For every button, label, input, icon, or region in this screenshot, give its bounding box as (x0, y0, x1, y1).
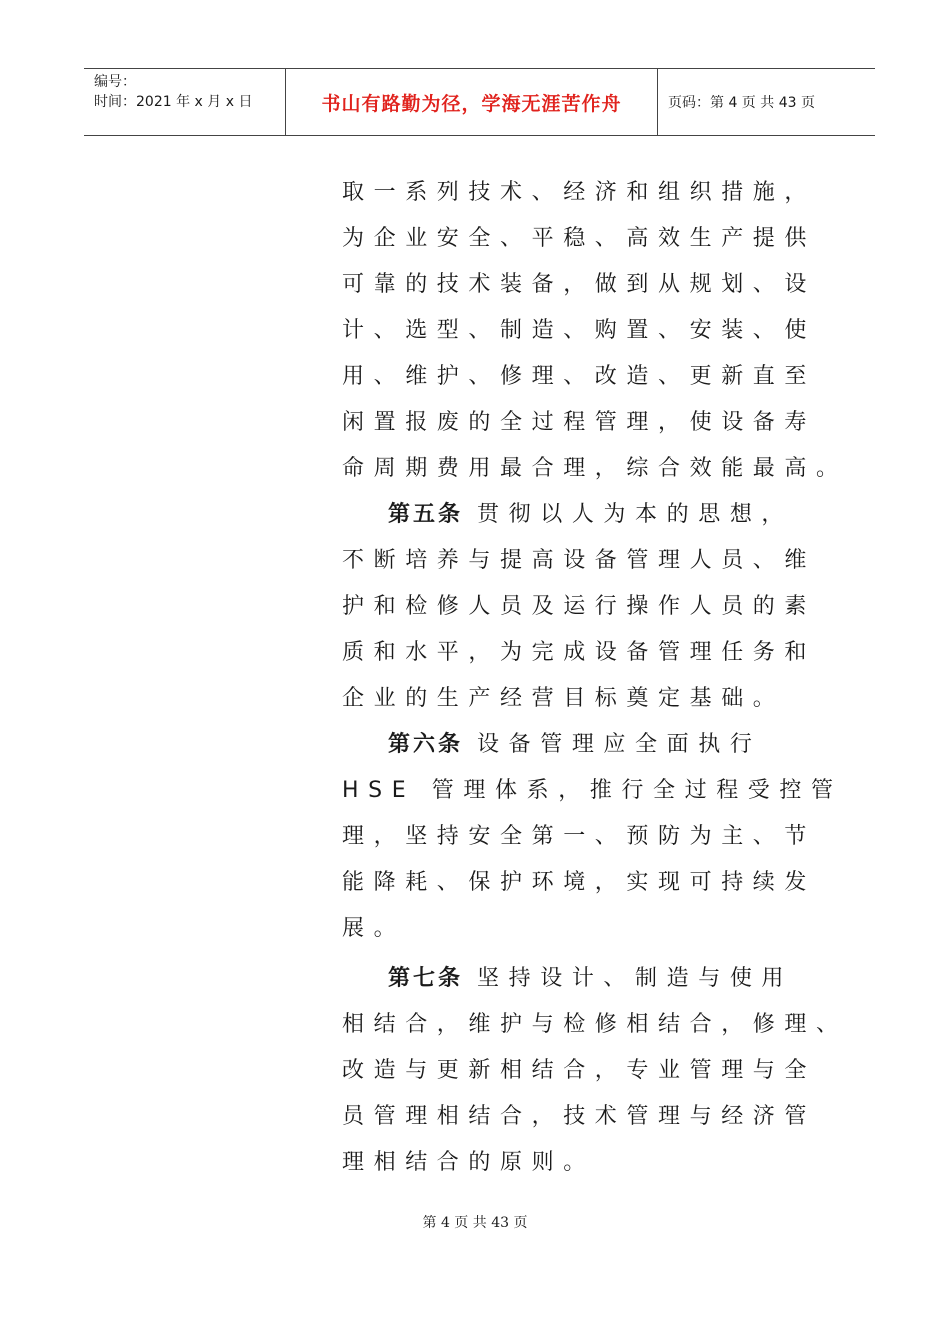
header-page-number: 页码：第 4 页 共 43 页 (668, 95, 815, 111)
body-line: 企业的生产经营目标奠定基础。 (342, 686, 785, 711)
header-page-cell (658, 69, 875, 135)
article-7-text: 坚持设计、制造与使用 (477, 966, 794, 991)
header-motto: 书山有路勤为径，学海无涯苦作舟 (321, 92, 622, 115)
header-motto-cell (286, 69, 658, 135)
page-header (84, 68, 875, 136)
document-time-label: 时间：2021 年 x 月 x 日 (94, 94, 253, 110)
header-info-cell (84, 69, 286, 135)
body-line: 用、维护、修理、改造、更新直至 (342, 364, 817, 389)
article-7-heading: 第七条 (388, 966, 464, 991)
article-6-text: 设备管理应全面执行 (477, 732, 762, 757)
article-5-first-line (342, 492, 834, 538)
body-line: 展。 (342, 916, 406, 941)
article-5-heading: 第五条 (388, 502, 464, 527)
body-line: 护和检修人员及运行操作人员的素 (342, 594, 817, 619)
article-7-first-line (342, 956, 834, 1002)
article-6-first-line (342, 722, 834, 768)
body-line: 相结合，维护与检修相结合，修理、 (342, 1012, 848, 1037)
body-line: 为企业安全、平稳、高效生产提供 (342, 226, 817, 251)
body-line: 员管理相结合，技术管理与经济管 (342, 1104, 817, 1129)
body-line: 理相结合的原则。 (342, 1150, 595, 1175)
article-6-heading: 第六条 (388, 732, 464, 757)
body-line: 改造与更新相结合，专业管理与全 (342, 1058, 817, 1083)
body-line: 闲置报废的全过程管理，使设备寿 (342, 410, 817, 435)
body-line: HSE 管理体系，推行全过程受控管 (342, 778, 843, 803)
body-line: 计、选型、制造、购置、安装、使 (342, 318, 817, 343)
page-footer: 第 4 页 共 43 页 (422, 1215, 528, 1231)
body-line: 取一系列技术、经济和组织措施， (342, 180, 817, 205)
body-line: 命周期费用最合理，综合效能最高。 (342, 456, 848, 481)
body-line: 质和水平，为完成设备管理任务和 (342, 640, 817, 665)
document-number-label: 编号： (94, 74, 136, 90)
body-line: 可靠的技术装备，做到从规划、设 (342, 272, 817, 297)
body-line: 不断培养与提高设备管理人员、维 (342, 548, 817, 573)
article-5-text: 贯彻以人为本的思想， (477, 502, 794, 527)
body-line: 理，坚持安全第一、预防为主、节 (342, 824, 817, 849)
body-line: 能降耗、保护环境，实现可持续发 (342, 870, 817, 895)
document-body (342, 170, 848, 1186)
